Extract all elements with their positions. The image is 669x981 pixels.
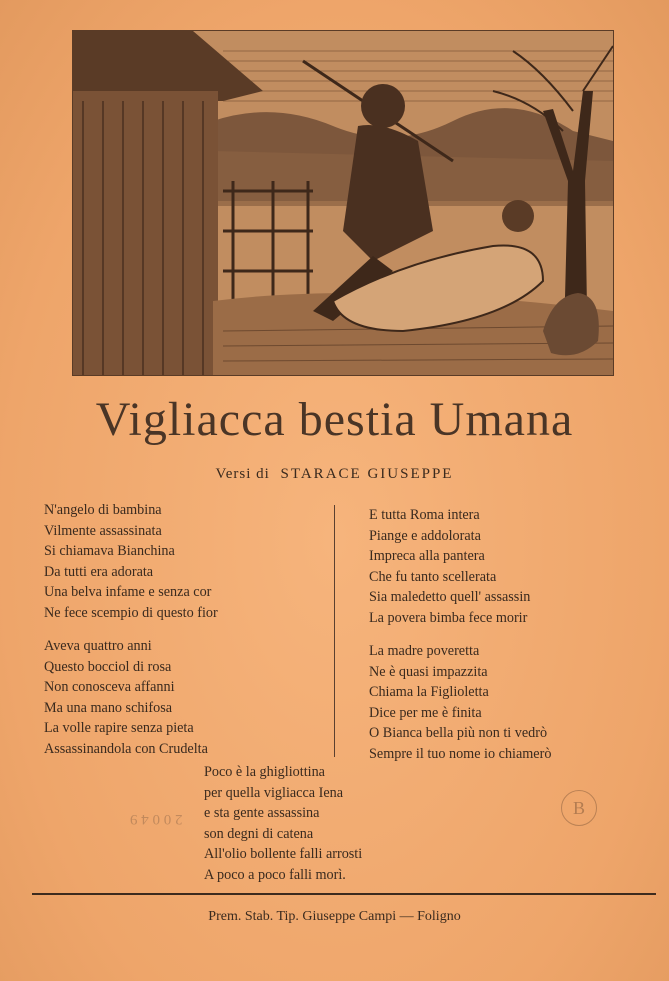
verse-line: Ne è quasi impazzita	[369, 663, 488, 680]
verse-line: Da tutti era adorata	[44, 563, 154, 580]
verse-line: Ne fece scempio di questo fior	[44, 604, 218, 621]
verse-line: Che fu tanto scellerata	[369, 568, 497, 585]
footer-rule	[32, 893, 656, 895]
byline-prefix: Versi di	[215, 466, 270, 482]
verse-line: Vilmente assassinata	[44, 522, 162, 539]
archive-stamp: B	[561, 790, 597, 826]
right-column	[369, 505, 551, 764]
closing-stanza	[204, 762, 362, 885]
poem-title: Vigliacca bestia Umana	[95, 393, 574, 446]
stanza-gap	[44, 623, 218, 636]
verse-line: All'olio bollente falli arrosti	[204, 846, 363, 862]
verse-line: Dice per me è finita	[369, 704, 482, 721]
woodcut-scene-image	[73, 31, 613, 375]
verse-line: E tutta Roma intera	[369, 507, 480, 523]
printer-imprint: Prem. Stab. Tip. Giuseppe Campi — Foligno	[208, 909, 461, 924]
verse-line: e sta gente assassina	[204, 805, 320, 821]
verse-line: La madre poveretta	[369, 643, 480, 659]
woodcut-illustration	[72, 30, 614, 376]
verse-line: Aveva quattro anni	[44, 638, 152, 654]
verse-line: La povera bimba fece morir	[369, 609, 528, 626]
verse-line: Impreca alla pantera	[369, 548, 485, 564]
verse-line: Assassinandola con Crudelta	[44, 740, 208, 757]
verse-line: La volle rapire senza pieta	[44, 720, 194, 736]
verse-line: Poco è la ghigliottina	[204, 764, 325, 780]
verse-line: N'angelo di bambina	[44, 502, 162, 518]
verse-line: Si chiamava Bianchina	[44, 543, 175, 559]
verse-line: Questo bocciol di rosa	[44, 658, 172, 675]
archive-number: 2 0 0 4 9	[130, 811, 183, 827]
verse-line: Sia maledetto quell' assassin	[369, 589, 531, 605]
verse-line: Una belva infame e senza cor	[44, 584, 212, 600]
verse-line: Ma una mano schifosa	[44, 699, 173, 716]
verse-line: son degni di catena	[204, 825, 314, 842]
verse-line: Chiama la Figlioletta	[369, 684, 489, 700]
verse-line: Piange e addolorata	[369, 527, 481, 544]
author-name: STARACE GIUSEPPE	[280, 466, 454, 482]
verse-line: Sempre il tuo nome io chiamerò	[369, 745, 552, 762]
column-divider	[334, 505, 335, 757]
left-column	[44, 500, 218, 759]
byline	[0, 466, 669, 483]
verse-line: Non conosceva affanni	[44, 679, 175, 695]
stanza-gap	[369, 628, 551, 641]
verse-line: A poco a poco falli morì.	[204, 866, 346, 883]
verse-line: O Bianca bella più non ti vedrò	[369, 725, 548, 741]
verse-line: per quella vigliacca Iena	[204, 784, 344, 801]
